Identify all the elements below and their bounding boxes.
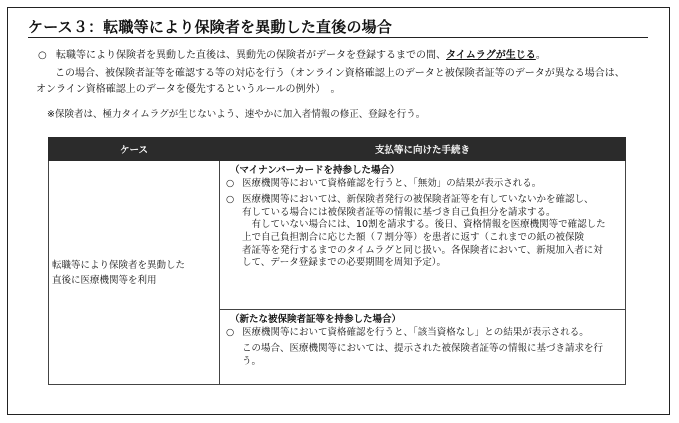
case-paragraph-line1: この場合、被保険者証等を確認する等の対応を行う（オンライン資格確認上のデータと被保険者証等のデータが異なる場合は、 [55, 68, 625, 79]
case-paragraph [36, 66, 625, 98]
intro-highlight: タイムラグが生じる [446, 50, 536, 61]
case-paragraph-line2: オンライン資格確認上のデータを優先するというルールの例外） 。 [36, 84, 341, 95]
case-line2: 直後に医療機関等を利用 [52, 274, 157, 286]
mynumber-item2-line: 医療機関等においては、新保険者発行の被保険者証等を有していないかを確認し、 [242, 194, 594, 206]
mynumber-card-heading: （マイナンバーカードを持参した場合） [230, 165, 400, 176]
new-card-item1: 医療機関等において資格確認を行うと、「該当資格なし」との結果が表示される。 [242, 326, 589, 338]
new-card-heading: （新たな被保険者証等を持参した場合） [230, 314, 402, 325]
list-item [226, 178, 619, 191]
case-cell [49, 161, 220, 385]
new-card-cell [220, 310, 626, 385]
table-header-row [49, 138, 626, 161]
insurer-note: ※保険者は、極力タイムラグが生じないよう、速やかに加入者情報の修正、登録を行う。 [47, 109, 426, 120]
intro-end: 。 [535, 50, 546, 61]
mynumber-item1: 医療機関等において資格確認を行うと、「無効」の結果が表示される。 [242, 177, 542, 189]
mynumber-item2-line: 有していない場合には、10割を請求する。後日、資格情報を医療機関等で確認した [242, 219, 606, 231]
new-card-follow-line: この場合、医療機関等においては、提示された被保険者証等の情報に基づき請求を行 [242, 343, 604, 355]
new-card-follow-line: う。 [242, 355, 262, 367]
list-item [226, 327, 619, 340]
bullet-marker: ○ [226, 326, 235, 338]
mynumber-item2-line: して、データ登録までの必要期間を周知予定）。 [242, 257, 447, 269]
case-line1: 転職等により保険者を異動した [52, 259, 186, 271]
page-title: ケース３：転職等により保険者を異動した直後の場合 [28, 18, 393, 36]
intro-text: 転職等により保険者を異動した直後は、異動先の保険者がデータを登録するまでの間、 [56, 50, 446, 61]
list-item [226, 194, 619, 270]
title-underline [28, 37, 648, 38]
bullet-marker: ○ [38, 50, 47, 61]
header-case: ケース [49, 138, 220, 161]
mynumber-item2-line: 者証等を発行するまでのタイムラグと同じ扱い。各保険者において、新規加入者に対 [242, 244, 603, 256]
bullet-marker: ○ [226, 177, 235, 189]
procedure-table [48, 137, 626, 385]
bullet-marker: ○ [226, 194, 235, 206]
mynumber-item2-line: 上で自己負担割合に応じた額（７割分等）を患者に返す（これまでの紙の被保険 [242, 231, 585, 243]
mynumber-card-cell [220, 161, 626, 310]
header-procedure: 支払等に向けた手続き [220, 138, 626, 161]
intro-paragraph [38, 46, 546, 61]
mynumber-item2-line: 有している場合には被保険者証等の情報に基づき自己負担分を請求する。 [242, 206, 556, 218]
table-row [49, 161, 626, 310]
